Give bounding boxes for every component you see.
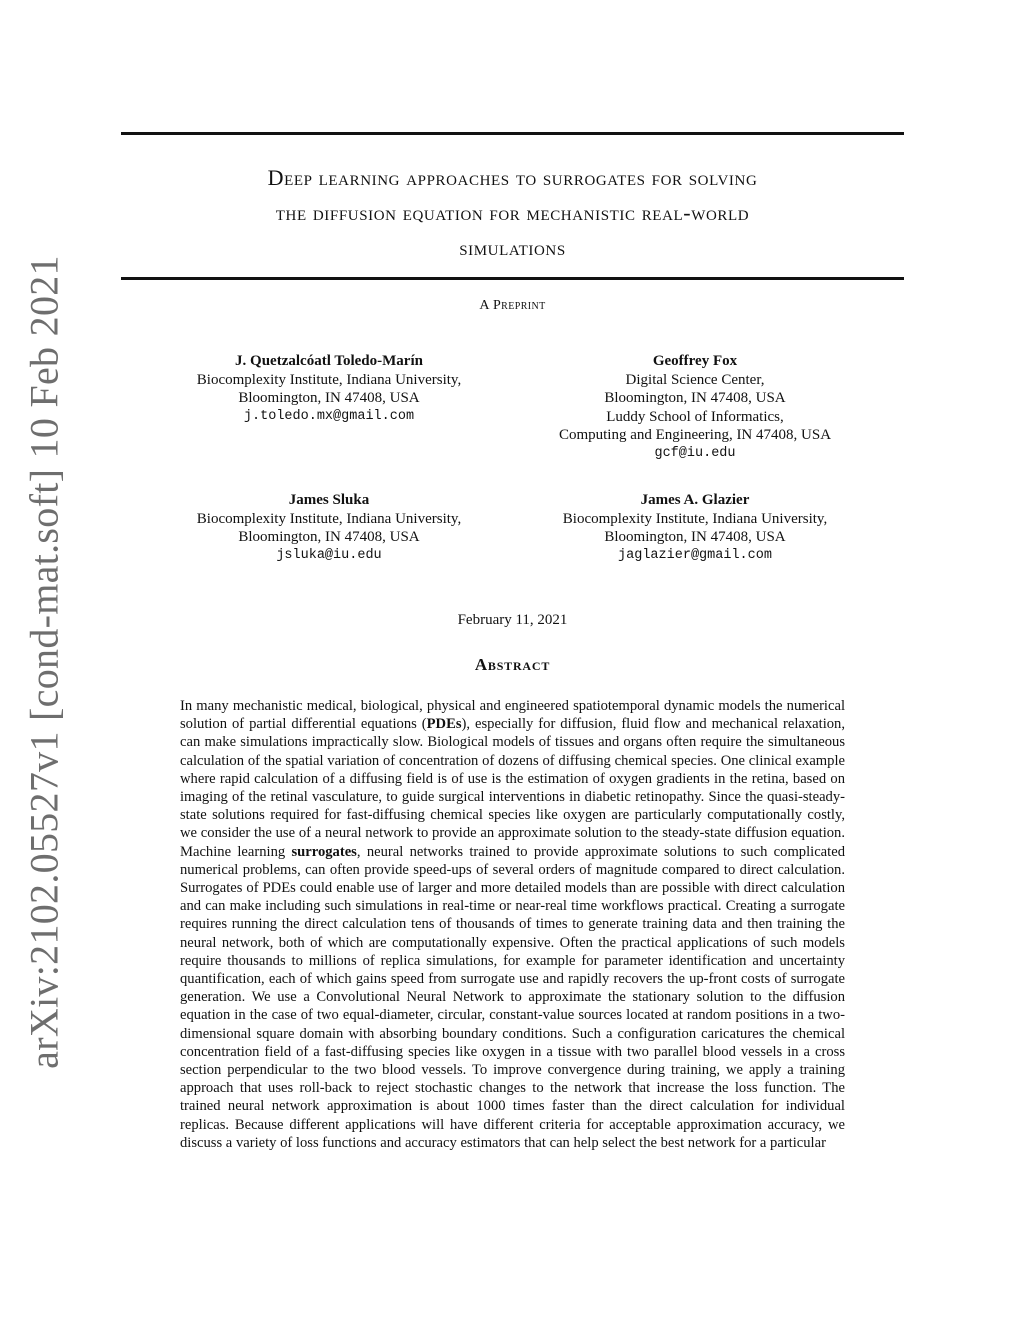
author-affiliation: Digital Science Center, xyxy=(625,371,765,388)
abstract-part-3: , neural networks trained to provide approximate solutions to such complicated numerical problems, can often provide speed-ups of several orders of magnitude compared to direct calculation. Surrogates of PDEs could enable use of larger and more detailed models than are possible with direct calculation and can make including such simulations in real-time or near-real time workflows practical. Creating a surrogate requires running the direct calculation tens of thousands of times to generate training data and then training the neural network, both of which are computationally expensive. Often the practical applications of such models require thousands to millions of replica simulations, for example for parameter identification and uncertainty quantification, each of which gains speed from surrogate use and rapidly recovers the up-front costs of surrogate generation. We use a Convolutional Neural Network to approximate the stationary solution to the diffusion equation in the case of two equal-diameter, circular, constant-value sources located at random positions in a two-dimensional square domain with absorbing boundary conditions. Such a configuration caricatures the chemical concentration field of a fast-diffusing species like oxygen in a tissue with two parallel blood vessels in a cross section perpendicular to the two blood vessels. To improve convergence during training, we apply a training approach that uses roll-back to reject stochastic changes to the network that increase the loss function. The trained neural network approximation is about 1000 times faster than the direct calculation for individual replicas. Because different applications will have different criteria for acceptable approximation accuracy, we discuss a variety of loss functions and accuracy estimators that can help select the best network for a particular xyxy=(180,843,845,1151)
author-name: James A. Glazier xyxy=(640,492,750,508)
author-affiliation-3: Computing and Engineering, IN 47408, USA xyxy=(558,427,832,443)
author-email[interactable]: jsluka@iu.edu xyxy=(276,547,382,563)
author-block-sluka xyxy=(166,491,492,565)
paper-title xyxy=(121,160,904,265)
abstract-heading: Abstract xyxy=(474,655,551,674)
author-affiliation: Biocomplexity Institute, Indiana University, xyxy=(196,510,462,527)
abstract-part-1: In many mechanistic medical, biological, physical and engineered spatiotemporal dynamic models the numerical solution of partial differential equations ( xyxy=(180,698,845,733)
title-line-1: Deep learning approaches to surrogates for solving xyxy=(267,165,758,190)
author-email[interactable]: j.toledo.mx@gmail.com xyxy=(243,408,415,424)
author-affiliation-2: Luddy School of Informatics, xyxy=(606,408,784,425)
title-line-3: simulations xyxy=(459,235,566,260)
abstract-part-2: ), especially for diffusion, fluid flow and mechanical relaxation, can make simulations impractically slow. Biological models of tissues and organs often require the simultaneous calculation of the spatial variation of concentration of dozens of diffusing chemical species. One clinical example where rapid calculation of a diffusing field is of use is the estimation of oxygen gradients in the retina, based on imaging of the retinal vasculature, to guide surgical interventions in diabetic retinopathy. Since the quasi-steady-state solutions required for fast-diffusing chemical species like oxygen are particularly computationally costly, we consider the use of a neural network to provide an approximate solution to the steady-state diffusion equation. Machine learning xyxy=(180,716,845,860)
author-email[interactable]: gcf@iu.edu xyxy=(654,445,736,461)
author-email[interactable]: jaglazier@gmail.com xyxy=(618,547,772,563)
author-affiliation: Biocomplexity Institute, Indiana University, xyxy=(562,510,828,527)
author-block-fox xyxy=(532,352,858,463)
publication-date: February 11, 2021 xyxy=(457,612,568,628)
author-name: James Sluka xyxy=(288,492,370,508)
title-top-rule xyxy=(121,132,904,135)
title-bottom-rule xyxy=(121,277,904,280)
preprint-label: A Preprint xyxy=(479,298,546,313)
abstract-term-pdes: PDEs xyxy=(426,716,462,733)
abstract-text xyxy=(180,697,845,1152)
author-address: Bloomington, IN 47408, USA xyxy=(238,529,420,545)
author-address: Bloomington, IN 47408, USA xyxy=(604,529,786,545)
title-line-2: the diffusion equation for mechanistic real-world xyxy=(275,200,750,225)
author-name: J. Quetzalcóatl Toledo-Marín xyxy=(235,353,423,369)
author-block-toledo-marin xyxy=(166,352,492,426)
abstract-term-surrogates: surrogates xyxy=(291,843,357,860)
author-block-glazier xyxy=(532,491,858,565)
author-address: Bloomington, IN 47408, USA xyxy=(604,390,786,406)
author-name: Geoffrey Fox xyxy=(652,353,738,369)
author-address: Bloomington, IN 47408, USA xyxy=(238,390,420,406)
author-affiliation: Biocomplexity Institute, Indiana University, xyxy=(196,371,462,388)
arxiv-identifier-stamp: arXiv:2102.05527v1 [cond-mat.soft] 10 Feb 2021 xyxy=(21,255,67,1069)
